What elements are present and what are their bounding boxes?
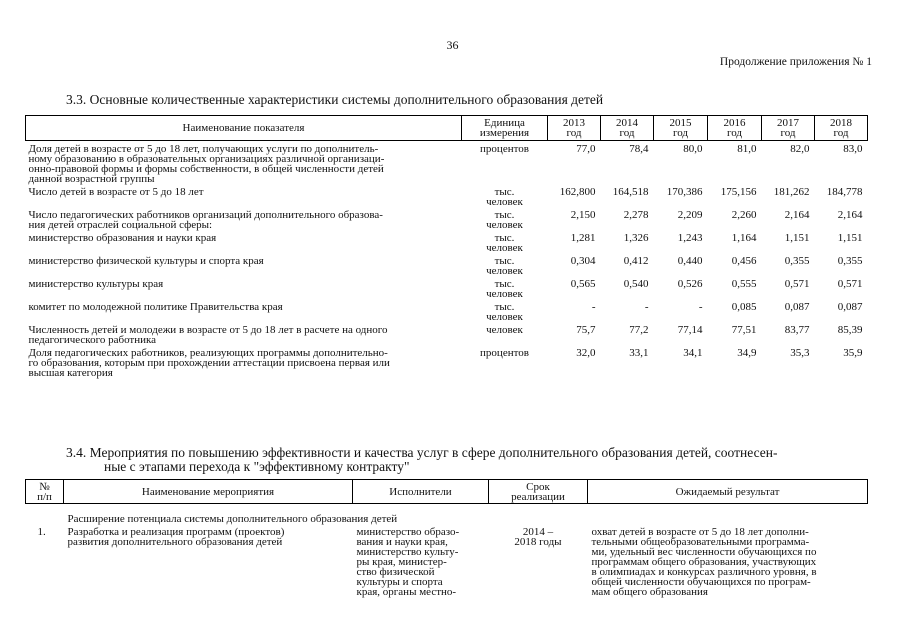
text-line: го образования, которым при прохождении аттестации присвоена первая или: [28, 357, 390, 369]
value-cell: 184,778: [826, 186, 863, 198]
table-row: [26, 524, 868, 597]
text-line: №: [39, 480, 50, 493]
value-cell: 81,0: [737, 143, 757, 155]
value-cell: 0,304: [570, 255, 596, 267]
text-line: человек: [486, 242, 523, 254]
text-line: 2015: [669, 117, 692, 129]
value-cell: 34,1: [683, 347, 703, 359]
text-line: человек: [486, 288, 523, 300]
text-line: 2014 –: [522, 526, 554, 538]
text-line: тыс.: [494, 186, 515, 198]
indicator-name: [26, 299, 462, 322]
text-line: п/п: [37, 490, 52, 503]
quantitative-characteristics-table: [25, 115, 868, 378]
text-line: 2013: [563, 117, 585, 129]
period-cell: [489, 524, 588, 597]
text-line: министерство культуры края: [28, 278, 164, 290]
value-cell: 170,386: [666, 186, 703, 198]
value-cell: 77,2: [629, 324, 649, 336]
text-line: человек: [486, 311, 523, 323]
column-header: [548, 116, 601, 141]
text-line: Численность детей и молодежи в возрасте от 5 до 18 лет в расчете на одного: [28, 324, 388, 336]
text-line: человек: [486, 324, 523, 336]
table-subheading-row: [26, 504, 868, 525]
text-line: Доля детей в возрасте от 5 до 18 лет, получающих услуги по дополнитель-: [28, 143, 379, 155]
indicator-name: [26, 230, 462, 253]
text-line: 2014: [616, 117, 638, 129]
text-line: Единица: [484, 117, 525, 129]
value-cell: 175,156: [720, 186, 757, 198]
text-line: процентов: [480, 143, 529, 155]
text-line: тыс.: [494, 301, 515, 313]
value-cell: 82,0: [790, 143, 810, 155]
unit-cell: [462, 141, 548, 185]
text-line: ры края, министер-: [356, 556, 447, 568]
value-cell: 77,14: [677, 324, 703, 336]
unit-cell: [462, 253, 548, 276]
value-cell: 2,260: [731, 209, 757, 221]
indicator-name: [26, 253, 462, 276]
table-row: [26, 299, 868, 322]
expected-result-cell: [588, 524, 868, 597]
value-cell: 2,209: [677, 209, 703, 221]
value-cell: 35,3: [790, 347, 810, 359]
column-header: [588, 480, 868, 504]
text-line: год: [726, 127, 743, 139]
value-cell: -: [644, 301, 649, 313]
text-line: тыс.: [494, 255, 515, 267]
text-line: министерство культу-: [356, 546, 459, 558]
text-line: Ожидаемый результат: [675, 485, 780, 498]
column-header: [26, 116, 462, 141]
text-line: год: [566, 127, 582, 139]
table-row: [26, 184, 868, 207]
value-cell: 32,0: [576, 347, 596, 359]
value-cell: 0,087: [837, 301, 863, 313]
table-subheading: Расширение потенциала системы дополнительного образования детей: [67, 513, 398, 525]
text-line: онно-правовой формы и формы собственности, в общей численности детей: [28, 163, 384, 175]
text-line: измерения: [479, 127, 530, 139]
value-cell: 2,164: [784, 209, 810, 221]
text-line: вания и науки края,: [356, 536, 448, 548]
text-line: тельными общеобразовательными программа-: [591, 536, 810, 548]
text-line: Разработка и реализация программ (проектов): [67, 526, 285, 538]
text-line: Наименование показателя: [182, 122, 305, 134]
activities-table: [25, 479, 868, 597]
column-header: [64, 480, 353, 504]
text-line: человек: [486, 196, 523, 208]
value-cell: 0,355: [837, 255, 863, 267]
text-line: министерство образо-: [356, 526, 460, 538]
page-number: 36: [446, 38, 459, 52]
value-cell: 80,0: [683, 143, 703, 155]
value-cell: -: [698, 301, 703, 313]
indicator-name: [26, 345, 462, 378]
text-line: 2017: [777, 117, 799, 129]
value-cell: 0,571: [784, 278, 810, 290]
value-cell: 0,526: [677, 278, 703, 290]
text-line: министерство образования и науки края: [28, 232, 217, 244]
value-cell: 0,085: [731, 301, 757, 313]
column-header: [708, 116, 762, 141]
text-line: год: [833, 127, 849, 139]
value-cell: 0,412: [623, 255, 649, 267]
value-cell: 83,77: [784, 324, 810, 336]
text-line: данной возрастной группы: [28, 173, 155, 185]
text-line: края, органы местно-: [356, 586, 457, 598]
value-cell: 164,518: [612, 186, 649, 198]
text-line: Наименование мероприятия: [141, 485, 275, 498]
unit-cell: [462, 276, 548, 299]
unit-cell: [462, 299, 548, 322]
table-header-row: [26, 480, 868, 504]
table-row: [26, 345, 868, 378]
text-line: Срок: [526, 480, 550, 493]
value-cell: 0,440: [677, 255, 703, 267]
table-row: [26, 230, 868, 253]
indicator-name: [26, 322, 462, 345]
text-line: в олимпиадах и конкурсах различного уровня, в: [591, 566, 817, 578]
value-cell: 2,278: [623, 209, 649, 221]
value-cell: 0,565: [570, 278, 596, 290]
table-row: [26, 322, 868, 345]
text-line: ми, удельный вес численности обучающихся по: [591, 546, 817, 558]
indicator-name: [26, 207, 462, 230]
text-line: тыс.: [494, 209, 515, 221]
value-cell: 0,456: [731, 255, 757, 267]
section-3-3-title: 3.3. Основные количественные характеристики системы дополнительного образования детей: [66, 92, 604, 107]
text-line: ному образованию в образовательных организациях различной организаци-: [28, 153, 385, 165]
value-cell: 0,540: [623, 278, 649, 290]
table-header-row: [26, 116, 868, 141]
text-line: 2018 годы: [514, 536, 562, 548]
unit-cell: [462, 184, 548, 207]
table-row: [26, 207, 868, 230]
text-line: Число педагогических работников организаций дополнительного образова-: [28, 209, 383, 221]
value-cell: 181,262: [773, 186, 810, 198]
value-cell: 2,164: [837, 209, 863, 221]
indicator-name: [26, 184, 462, 207]
text-line: год: [619, 127, 635, 139]
text-line: ния детей отраслей социальной сферы:: [28, 219, 213, 231]
value-cell: 1,243: [677, 232, 703, 244]
value-cell: 162,800: [559, 186, 596, 198]
text-line: тыс.: [494, 278, 515, 290]
value-cell: 83,0: [843, 143, 863, 155]
text-line: год: [672, 127, 689, 139]
text-line: Исполнители: [389, 485, 452, 498]
executors-cell: [353, 524, 489, 597]
column-header: [489, 480, 588, 504]
section-3-4-title-line: ные с этапами перехода к "эффективному контракту": [104, 459, 410, 474]
unit-cell: [462, 322, 548, 345]
text-line: министерство физической культуры и спорта края: [28, 255, 264, 267]
column-header: [462, 116, 548, 141]
text-line: Число детей в возрасте от 5 до 18 лет: [28, 186, 204, 198]
text-line: педагогического работника: [28, 334, 157, 346]
value-cell: 1,281: [570, 232, 596, 244]
value-cell: -: [591, 301, 596, 313]
value-cell: 2,150: [570, 209, 596, 221]
text-line: культуры и спорта: [356, 576, 443, 588]
indicator-name: [26, 276, 462, 299]
text-line: общей численности обучающихся по програм-: [591, 576, 811, 588]
value-cell: 0,555: [731, 278, 757, 290]
value-cell: 1,164: [731, 232, 757, 244]
value-cell: 75,7: [576, 324, 596, 336]
value-cell: 78,4: [629, 143, 649, 155]
value-cell: 0,571: [837, 278, 863, 290]
text-line: человек: [486, 265, 523, 277]
table-row: [26, 141, 868, 185]
unit-cell: [462, 230, 548, 253]
value-cell: 1,326: [623, 232, 649, 244]
text-line: Доля педагогических работников, реализующих программы дополнительно-: [28, 347, 388, 359]
unit-cell: [462, 345, 548, 378]
value-cell: 33,1: [629, 347, 649, 359]
value-cell: 77,0: [576, 143, 596, 155]
text-line: год: [780, 127, 796, 139]
value-cell: 1,151: [784, 232, 810, 244]
column-header: [353, 480, 489, 504]
column-header: [26, 480, 64, 504]
table-row: [26, 253, 868, 276]
activity-name: [64, 524, 353, 597]
text-line: 2016: [723, 117, 746, 129]
value-cell: 34,9: [737, 347, 757, 359]
text-line: развития дополнительного образования детей: [67, 536, 283, 548]
text-line: мам общего образования: [591, 586, 708, 598]
value-cell: 1,151: [837, 232, 863, 244]
text-line: высшая категория: [28, 367, 113, 379]
column-header: [654, 116, 708, 141]
text-line: комитет по молодежной политике Правительства края: [28, 301, 283, 313]
indicator-name: [26, 141, 462, 185]
text-line: человек: [486, 219, 523, 231]
section-3-4-title-line: 3.4. Мероприятия по повышению эффективности и качества услуг в сфере дополнительного образования детей, соотнесен-: [66, 445, 778, 460]
value-cell: 0,355: [784, 255, 810, 267]
unit-cell: [462, 207, 548, 230]
text-line: процентов: [480, 347, 529, 359]
appendix-continuation-note: Продолжение приложения № 1: [719, 56, 872, 68]
value-cell: 35,9: [843, 347, 863, 359]
text-line: программам общего образования, участвующих: [591, 556, 817, 568]
text-line: 2018: [830, 117, 852, 129]
value-cell: 85,39: [837, 324, 863, 336]
text-line: ство физической: [356, 566, 435, 578]
column-header: [762, 116, 815, 141]
value-cell: 77,51: [731, 324, 757, 336]
text-line: тыс.: [494, 232, 515, 244]
value-cell: 0,087: [784, 301, 810, 313]
column-header: [601, 116, 654, 141]
section-3-4-title: [66, 446, 866, 474]
column-header: [815, 116, 868, 141]
table-row: [26, 276, 868, 299]
text-line: охват детей в возрасте от 5 до 18 лет дополни-: [591, 526, 809, 538]
text-line: реализации: [511, 490, 565, 503]
row-number: 1.: [37, 526, 46, 538]
